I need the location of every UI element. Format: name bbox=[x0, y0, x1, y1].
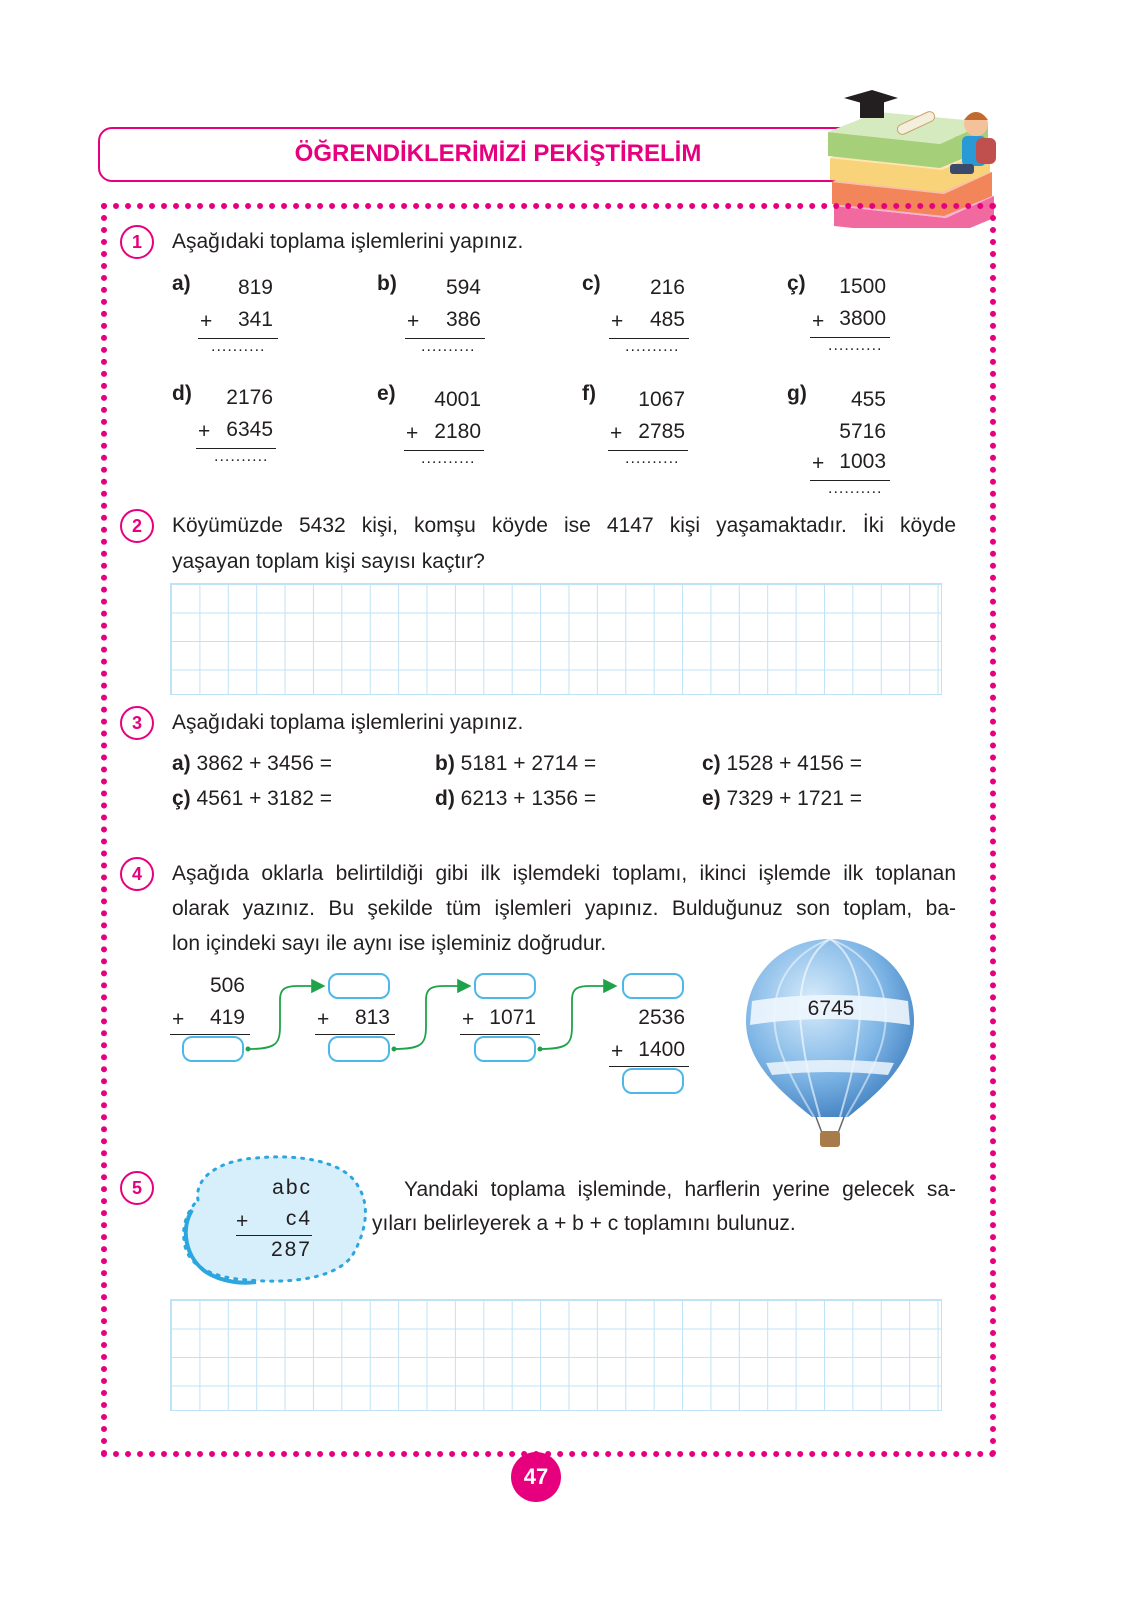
q4-op2-answer-box[interactable] bbox=[328, 1036, 390, 1062]
q1-a-plus: + bbox=[200, 310, 213, 333]
q1-d-top: 2176 bbox=[226, 386, 273, 409]
q1-b-second: 386 bbox=[445, 308, 481, 331]
q4-op1-second: 419 bbox=[209, 1006, 245, 1029]
q3-item-a: a) 3862 + 3456 = bbox=[172, 752, 332, 775]
q1-cc-plus: + bbox=[812, 310, 825, 333]
q5-text-line1: Yandaki toplama işleminde, harflerin yerine gelecek sa- bbox=[404, 1178, 956, 1201]
q5-line-sum: 287 bbox=[270, 1238, 312, 1261]
q1-g-top: 455 bbox=[850, 388, 886, 411]
q4-op4-plus: + bbox=[611, 1040, 624, 1063]
q1-g-second: 1003 bbox=[839, 450, 886, 473]
q1-label-e: e) bbox=[377, 382, 396, 405]
q1-c-second: 485 bbox=[649, 308, 685, 331]
q1-c-top: 216 bbox=[649, 276, 685, 299]
q1-g-mid: 5716 bbox=[839, 420, 886, 443]
q2-text-line1: Köyümüzde 5432 kişi, komşu köyde ise 4147 kişi yaşamaktadır. İki köyde bbox=[172, 514, 956, 537]
q1-instruction: Aşağıdaki toplama işlemlerini yapınız. bbox=[172, 230, 524, 253]
q1-b-answer: .......... bbox=[421, 338, 476, 355]
q1-a-second: 341 bbox=[237, 308, 273, 331]
q4-op2-first-box[interactable] bbox=[328, 973, 390, 999]
q1-e-answer: .......... bbox=[421, 450, 476, 467]
q5-line-mid: c4 bbox=[285, 1207, 312, 1230]
q5-answer-grid[interactable] bbox=[170, 1299, 942, 1411]
q4-op4-answer-box[interactable] bbox=[622, 1068, 684, 1094]
question-number-3: 3 bbox=[120, 706, 154, 740]
q4-text-line2: olarak yazınız. Bu şekilde tüm işlemleri yapınız. Bulduğunuz son toplam, ba- bbox=[172, 897, 956, 920]
question-number-5: 5 bbox=[120, 1171, 154, 1205]
q3-item-cc: ç) 4561 + 3182 = bbox=[172, 787, 332, 810]
q4-op2-line bbox=[315, 1034, 395, 1035]
q1-cc-second: 3800 bbox=[839, 307, 886, 330]
q1-f-second: 2785 bbox=[638, 420, 685, 443]
q4-op4-second: 1400 bbox=[638, 1038, 685, 1061]
q3-item-c: c) 1528 + 4156 = bbox=[702, 752, 862, 775]
q4-op3-second: 1071 bbox=[489, 1006, 536, 1029]
q2-answer-grid[interactable] bbox=[170, 583, 942, 695]
q1-e-plus: + bbox=[406, 422, 419, 445]
q1-f-plus: + bbox=[610, 422, 623, 445]
q1-cc-answer: .......... bbox=[828, 337, 883, 354]
q3-item-d: d) 6213 + 1356 = bbox=[435, 787, 597, 810]
q1-cc-top: 1500 bbox=[839, 275, 886, 298]
q5-plus: + bbox=[236, 1210, 249, 1233]
q1-g-plus: + bbox=[812, 452, 825, 475]
q1-label-g: g) bbox=[787, 382, 807, 405]
q4-op3-answer-box[interactable] bbox=[474, 1036, 536, 1062]
q5-line-top: abc bbox=[272, 1176, 312, 1199]
q1-f-answer: .......... bbox=[625, 450, 680, 467]
q4-op2-plus: + bbox=[317, 1008, 330, 1031]
q4-text-line1: Aşağıda oklarla belirtildiği gibi ilk işlemdeki toplamı, ikinci işlemde ilk toplanan bbox=[172, 862, 956, 885]
q4-op1-plus: + bbox=[172, 1008, 185, 1031]
q1-c-plus: + bbox=[611, 310, 624, 333]
q1-d-answer: .......... bbox=[214, 448, 269, 465]
q5-sum-line bbox=[236, 1235, 312, 1236]
hot-air-balloon bbox=[742, 935, 918, 1151]
q3-item-b: b) 5181 + 2714 = bbox=[435, 752, 597, 775]
q4-op1-line bbox=[170, 1034, 250, 1035]
q1-a-top: 819 bbox=[237, 276, 273, 299]
q1-f-top: 1067 bbox=[638, 388, 685, 411]
q1-g-answer: .......... bbox=[828, 480, 883, 497]
q1-c-answer: .......... bbox=[625, 338, 680, 355]
q1-e-top: 4001 bbox=[434, 388, 481, 411]
q3-item-e: e) 7329 + 1721 = bbox=[702, 787, 862, 810]
q1-label-b: b) bbox=[377, 272, 397, 295]
question-number-1: 1 bbox=[120, 225, 154, 259]
q1-label-f: f) bbox=[582, 382, 596, 405]
q4-op1-top: 506 bbox=[209, 974, 245, 997]
q4-op4-mid: 2536 bbox=[638, 1006, 685, 1029]
q1-a-answer: .......... bbox=[211, 338, 266, 355]
q4-op3-line bbox=[460, 1034, 540, 1035]
q3-instruction: Aşağıdaki toplama işlemlerini yapınız. bbox=[172, 711, 524, 734]
q4-op2-second: 813 bbox=[354, 1006, 390, 1029]
q5-text-line2: yıları belirleyerek a + b + c toplamını bulunuz. bbox=[372, 1212, 796, 1235]
q4-op1-answer-box[interactable] bbox=[182, 1036, 244, 1062]
q1-b-plus: + bbox=[407, 310, 420, 333]
q4-op3-plus: + bbox=[462, 1008, 475, 1031]
question-number-4: 4 bbox=[120, 857, 154, 891]
q1-d-plus: + bbox=[198, 420, 211, 443]
q4-op4-first-box[interactable] bbox=[622, 973, 684, 999]
q1-d-second: 6345 bbox=[226, 418, 273, 441]
q4-op4-line bbox=[609, 1066, 689, 1067]
balloon-value: 6745 bbox=[807, 997, 855, 1020]
q1-label-a: a) bbox=[172, 272, 191, 295]
question-number-2: 2 bbox=[120, 509, 154, 543]
q1-label-c: c) bbox=[582, 272, 601, 295]
page-number: 47 bbox=[511, 1452, 561, 1502]
q1-b-top: 594 bbox=[445, 276, 481, 299]
q1-label-cc: ç) bbox=[787, 272, 806, 295]
q4-text-line3: lon içindeki sayı ile aynı ise işleminiz doğrudur. bbox=[172, 932, 607, 955]
q1-label-d: d) bbox=[172, 382, 192, 405]
q4-op3-first-box[interactable] bbox=[474, 973, 536, 999]
q1-e-second: 2180 bbox=[434, 420, 481, 443]
q2-text-line2: yaşayan toplam kişi sayısı kaçtır? bbox=[172, 550, 485, 573]
page-title: ÖĞRENDİKLERİMİZİ PEKİŞTİRELİM bbox=[294, 140, 702, 167]
